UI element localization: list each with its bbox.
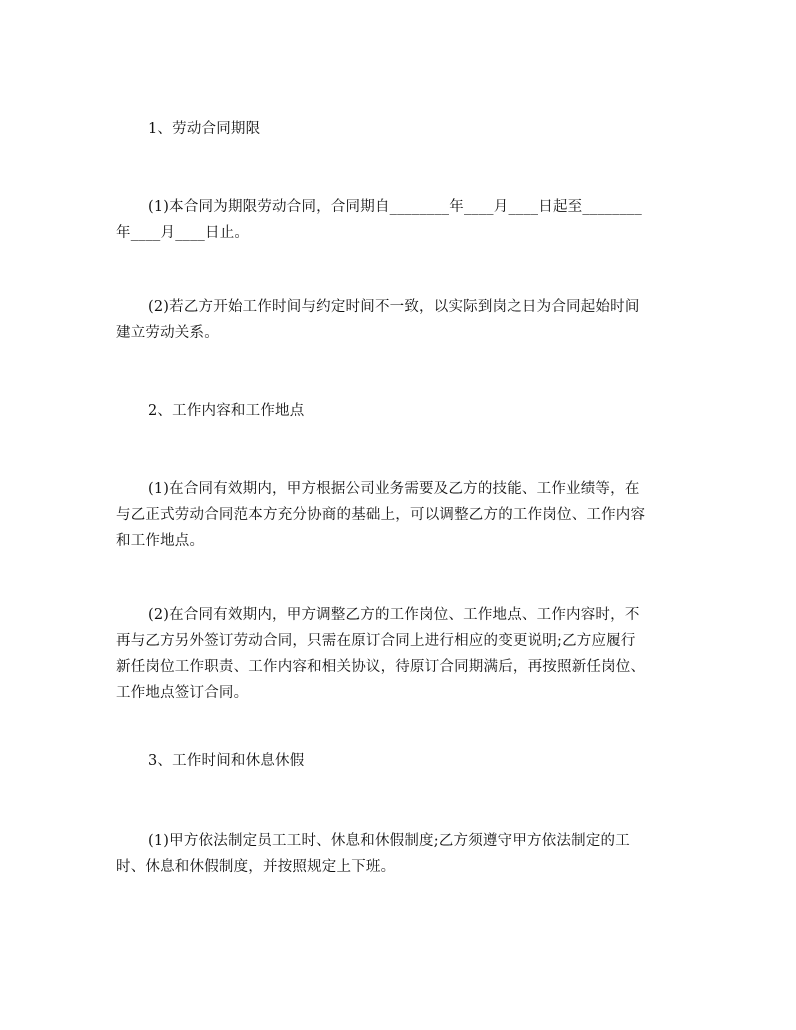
section-1-paragraph-1 <box>116 194 676 246</box>
paragraph-line: 建立劳动关系。 <box>116 325 219 341</box>
paragraph-line: 再与乙方另外签订劳动合同，只需在原订合同上进行相应的变更说明;乙方应履行 <box>116 633 636 649</box>
section-2-paragraph-1 <box>116 476 676 554</box>
paragraph-line: 与乙正式劳动合同范本方充分协商的基础上，可以调整乙方的工作岗位、工作内容 <box>116 507 646 523</box>
section-2-paragraph-2 <box>116 602 676 706</box>
section-3-heading: 3、工作时间和休息休假 <box>148 753 305 769</box>
section-2-heading: 2、工作内容和工作地点 <box>148 403 305 419</box>
paragraph-line: 和工作地点。 <box>116 533 205 549</box>
paragraph-line: (1)在合同有效期内，甲方根据公司业务需要及乙方的技能、工作业绩等，在 <box>148 481 640 497</box>
paragraph-line: 工作地点签订合同。 <box>116 685 249 701</box>
section-1-heading: 1、劳动合同期限 <box>148 121 261 137</box>
paragraph-line: 年____月____日止。 <box>116 225 250 241</box>
paragraph-line: 时、休息和休假制度，并按照规定上下班。 <box>116 859 396 875</box>
section-1-paragraph-2 <box>116 294 676 346</box>
paragraph-line: (2)若乙方开始工作时间与约定时间不一致，以实际到岗之日为合同起始时间 <box>148 299 640 315</box>
paragraph-line: 新任岗位工作职责、工作内容和相关协议，待原订合同期满后，再按照新任岗位、 <box>116 659 646 675</box>
paragraph-line: (1)本合同为期限劳动合同，合同期自________年____月____日起至________ <box>148 199 642 215</box>
section-3-paragraph-1 <box>116 828 676 880</box>
paragraph-line: (2)在合同有效期内，甲方调整乙方的工作岗位、工作地点、工作内容时，不 <box>148 607 640 623</box>
paragraph-line: (1)甲方依法制定员工工时、休息和休假制度;乙方须遵守甲方依法制定的工 <box>148 833 630 849</box>
